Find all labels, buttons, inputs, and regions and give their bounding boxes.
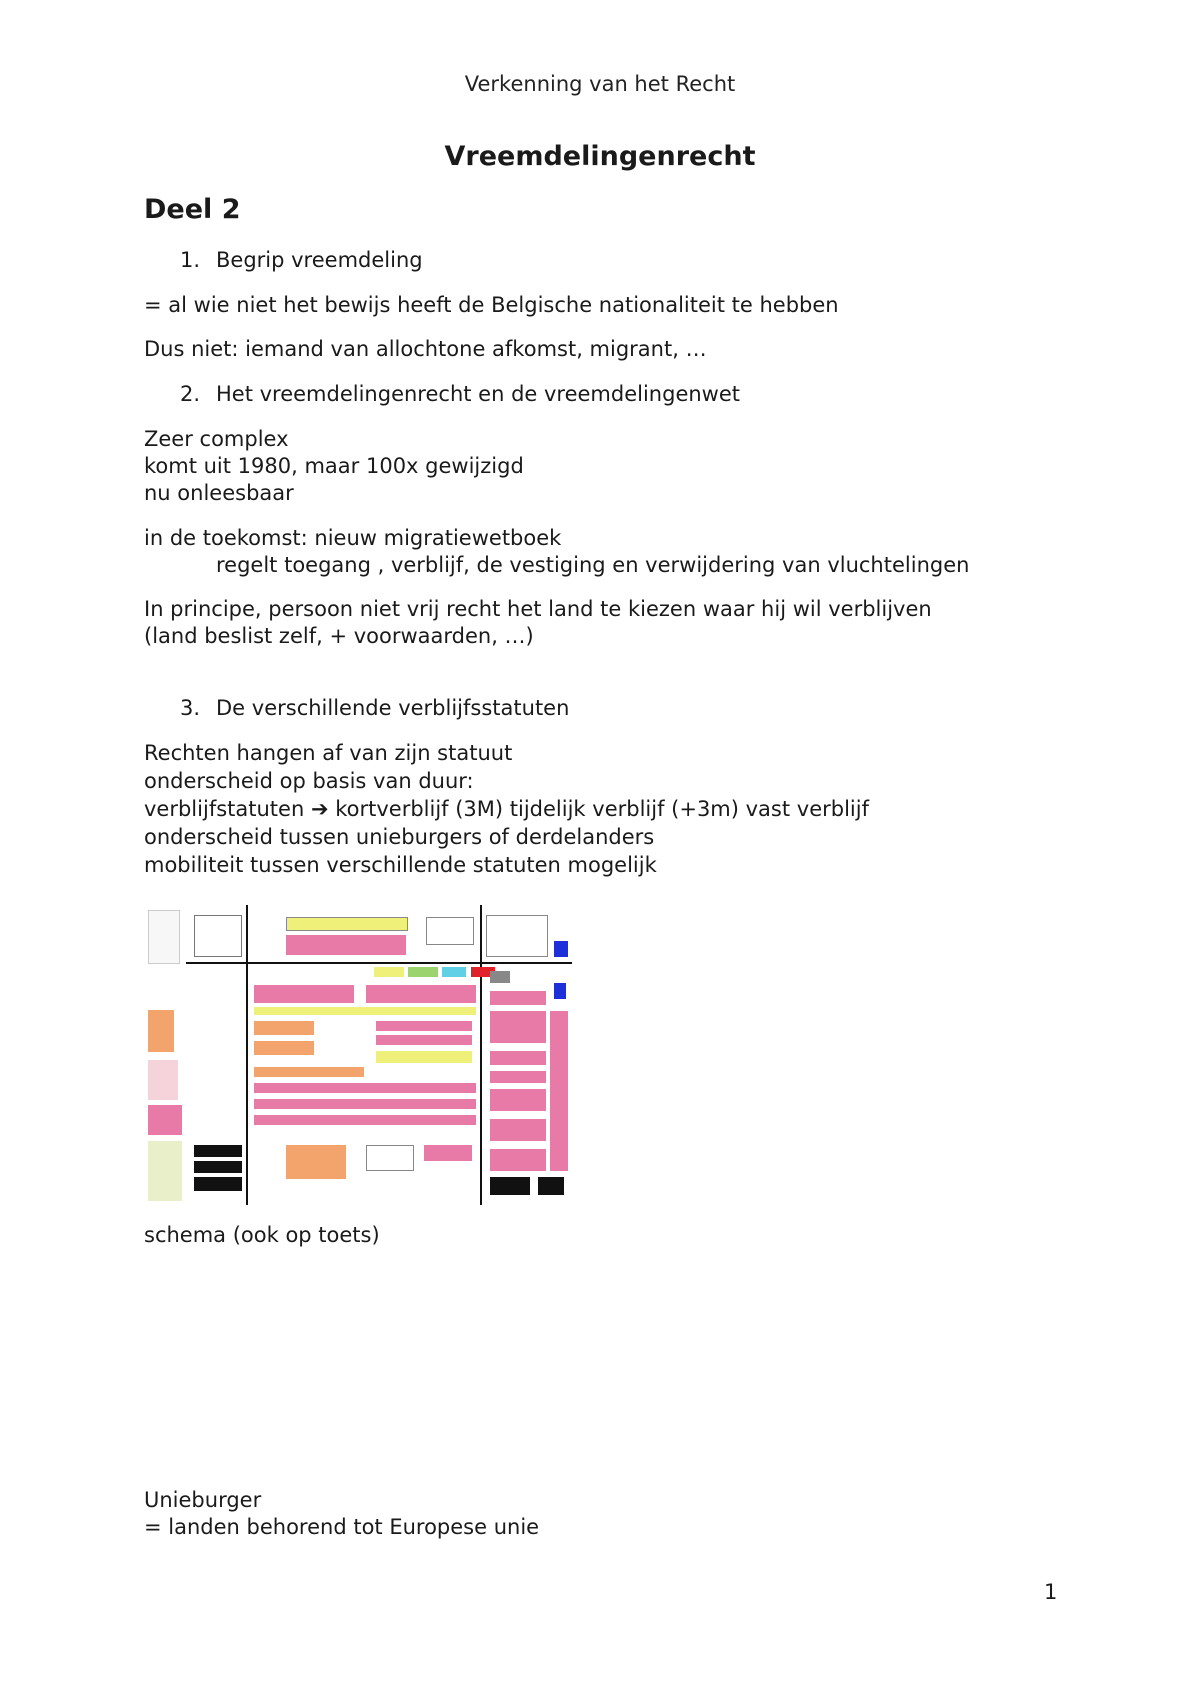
definition-line: = al wie niet het bewijs heeft de Belgische nationaliteit te hebben xyxy=(144,293,839,317)
section-heading-1 xyxy=(180,246,423,274)
paragraph-line: Unieburger xyxy=(144,1488,262,1512)
paragraph-line: Rechten hangen af van zijn statuut xyxy=(144,741,513,765)
paragraph-line xyxy=(144,795,869,823)
section-number: 3. xyxy=(180,696,201,720)
schema-caption: schema (ook op toets) xyxy=(144,1223,380,1247)
section-label: Begrip vreemdeling xyxy=(216,248,423,272)
indented-line: regelt toegang , verblijf, de vestiging en verwijdering van vluchtelingen xyxy=(216,553,970,577)
page-title: Vreemdelingenrecht xyxy=(444,141,756,172)
dus-niet-line: Dus niet: iemand van allochtone afkomst, migrant, … xyxy=(144,337,707,361)
section-label: Het vreemdelingenrecht en de vreemdelingenwet xyxy=(216,382,741,406)
section-heading-2 xyxy=(180,380,740,408)
section-number: 2. xyxy=(180,382,201,406)
paragraph-line: In principe, persoon niet vrij recht het land te kiezen waar hij wil verblijven xyxy=(144,597,932,621)
paragraph-line: mobiliteit tussen verschillende statuten mogelijk xyxy=(144,853,657,877)
paragraph-line: = landen behorend tot Europese unie xyxy=(144,1515,540,1539)
section-number: 1. xyxy=(180,248,201,272)
part-heading: Deel 2 xyxy=(144,194,241,225)
arrow-right-icon: ➔ xyxy=(310,797,329,821)
paragraph-line: nu onleesbaar xyxy=(144,481,294,505)
paragraph-line: Zeer complex xyxy=(144,427,289,451)
running-header: Verkenning van het Recht xyxy=(464,72,736,96)
paragraph-line: in de toekomst: nieuw migratiewetboek xyxy=(144,526,562,550)
paragraph-line: onderscheid tussen unieburgers of derdelanders xyxy=(144,825,655,849)
verblijfsstatuten-schema-image xyxy=(146,905,572,1205)
paragraph-line: komt uit 1980, maar 100x gewijzigd xyxy=(144,454,524,478)
page-number: 1 xyxy=(1044,1580,1058,1604)
section-heading-3 xyxy=(180,694,569,722)
section-label: De verschillende verblijfsstatuten xyxy=(216,696,570,720)
paragraph-line: onderscheid op basis van duur: xyxy=(144,769,474,793)
paragraph-line: (land beslist zelf, + voorwaarden, …) xyxy=(144,624,534,648)
statuten-label: verblijfstatuten xyxy=(144,797,311,821)
statuten-list: kortverblijf (3M) tijdelijk verblijf (+3m) vast verblijf xyxy=(328,797,869,821)
